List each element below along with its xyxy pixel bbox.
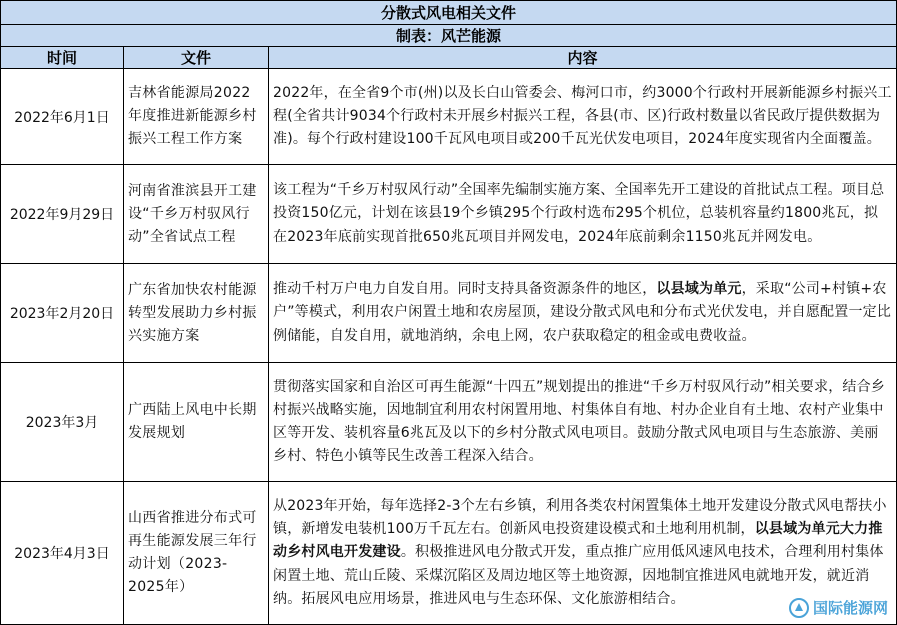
column-header-row — [1, 47, 896, 69]
table-row — [1, 363, 896, 482]
watermark-text: 国际能源网 — [812, 599, 888, 617]
row-content — [269, 495, 896, 611]
row-content: 贯彻落实国家和自治区可再生能源“十四五”规划提出的推进“千乡万村驭风行动”相关要求，结合乡村振兴战略实施，因地制宜利用农村闲置用地、村集体自有地、村办企业自有土地、农村产业集中区等开发、装机容量6兆瓦及以下的乡村分散式风电项目。鼓励分散式风电项目与生态旅游、美丽乡村、特色小镇等民生改善工程深入结合。 — [273, 378, 886, 465]
row-date: 2023年2月20日 — [9, 306, 115, 322]
row-content — [269, 278, 896, 348]
row-content-text: 推动千村万户电力自发自用。同时支持具备资源条件的地区， — [273, 281, 657, 298]
row-date: 2023年3月 — [25, 415, 99, 431]
table-row — [1, 482, 896, 624]
row-file: 山西省推进分布式可再生能源发展三年行动计划（2023-2025年） — [128, 510, 257, 595]
row-date: 2022年9月29日 — [9, 207, 115, 223]
header-time: 时间 — [1, 47, 124, 68]
row-content: 该工程为“千乡万村驭风行动”全国率先编制实施方案、全国率先开工建设的首批试点工程。项目总投资150亿元，计划在该县19个乡镇295个行政村选布295个机位，总装机容量约1800兆瓦，拟在2023年底前实现首批650兆瓦项目并网发电，2024年底前剩余1150兆瓦并网发电。 — [273, 182, 885, 245]
table-subtitle: 制表：风芒能源 — [395, 27, 501, 45]
row-file: 广西陆上风电中长期发展规划 — [128, 402, 257, 441]
row-content-emphasis: 以县域为单元 — [656, 281, 742, 298]
watermark — [789, 597, 888, 618]
table-title-row — [1, 1, 896, 25]
row-content-emphasis: 以县域为单元大力推动乡村风电开发建设 — [273, 521, 883, 561]
row-date: 2022年6月1日 — [14, 109, 110, 126]
header-file: 文件 — [124, 47, 269, 68]
row-file: 吉林省能源局2022年度推进新能源乡村振兴工程工作方案 — [128, 85, 257, 147]
table-row — [1, 165, 896, 264]
row-content: 2022年，在全省9个市(州)以及长白山管委会、梅河口市，约3000个行政村开展新能源乡村振兴工程(全省共计9034个行政村未开展乡村振兴工程，各县(市、区)行政村数量以省民政厅提供数据为准)。每个行政村建设100千瓦风电项目或200千瓦光伏发电项目，2024年度实现省内全面覆盖。 — [273, 84, 892, 148]
row-content-text: ，采取“公司+村镇+农户”等模式，利用农户闲置土地和农房屋顶，建设分散式风电和分布式光伏发电，并自愿配置一定比例储能，自发自用，就地消纳，余电上网，农户获取稳定的租金或电费收益。 — [273, 281, 892, 344]
table-subtitle-row — [1, 25, 896, 47]
row-content-text: 。积极推进风电分散式开发，重点推广应用低风速风电技术，合理利用村集体闲置土地、荒山丘陵、采煤沉陷区及周边地区等土地资源，因地制宜推进风电就地开发，就近消纳。拓展风电应用场景，推进风电与生态环保、文化旅游相结合。 — [273, 544, 884, 607]
row-file: 河南省淮滨县开工建设“千乡万村驭风行动”全省试点工程 — [128, 182, 257, 245]
energy-logo-icon — [789, 598, 809, 618]
table-row — [1, 264, 896, 363]
table-row — [1, 69, 896, 165]
header-content: 内容 — [567, 49, 598, 67]
table-title: 分散式风电相关文件 — [380, 4, 516, 22]
row-content-text: 从2023年开始，每年选择2-3个左右乡镇，利用各类农村闲置集体土地开发建设分散式风电帮扶小镇，新增发电装机100万千瓦左右。创新风电投资建设模式和土地利用机制， — [273, 497, 887, 538]
row-file: 广东省加快农村能源转型发展助力乡村振兴实施方案 — [128, 281, 257, 344]
row-date: 2023年4月3日 — [14, 546, 110, 562]
